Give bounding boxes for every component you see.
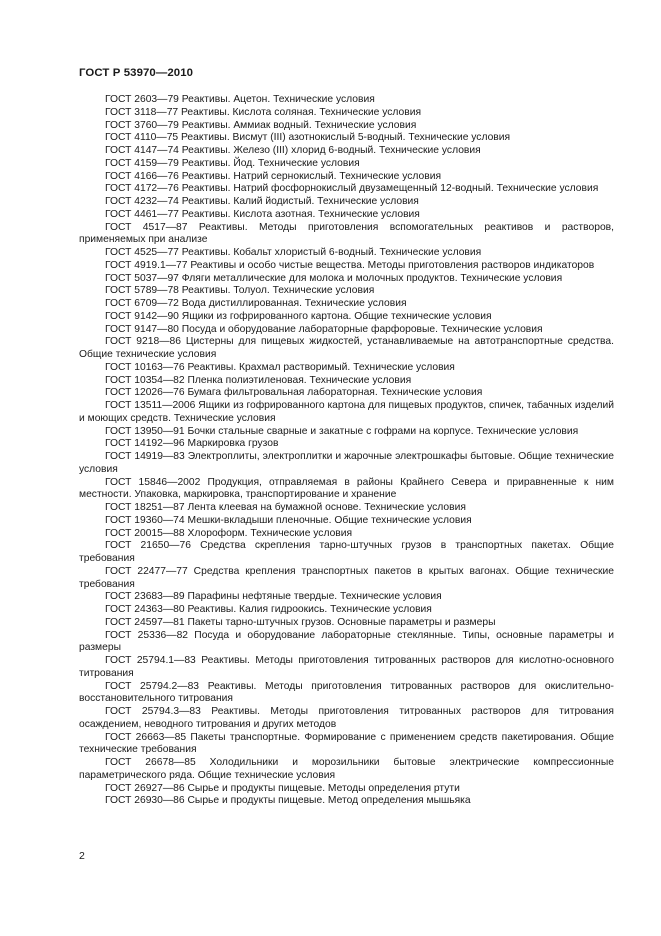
reference-item: ГОСТ 13950—91 Бочки стальные сварные и закатные с гофрами на корпусе. Технические условия — [105, 425, 579, 437]
normative-references-list — [79, 94, 614, 808]
reference-item: ГОСТ 10354—82 Пленка полиэтиленовая. Технические условия — [105, 374, 412, 386]
reference-item: ГОСТ 4919.1—77 Реактивы и особо чистые вещества. Методы приготовления растворов индикаторов — [105, 259, 595, 271]
reference-item: ГОСТ 23683—89 Парафины нефтяные твердые. Технические условия — [105, 591, 442, 603]
reference-item: ГОСТ 20015—88 Хлороформ. Технические условия — [105, 527, 353, 539]
reference-item: ГОСТ 22477—77 Средства крепления транспортных пакетов в крытых вагонах. Общие технические требования — [79, 565, 614, 590]
reference-item: ГОСТ 25336—82 Посуда и оборудование лабораторные стеклянные. Типы, основные параметры и размеры — [79, 629, 614, 654]
reference-item: ГОСТ 21650—76 Средства скрепления тарно-штучных грузов в транспортных пакетах. Общие требования — [79, 540, 614, 564]
reference-item: ГОСТ 26663—85 Пакеты транспортные. Формирование с применением средств пакетирования. Общие технические требования — [79, 731, 614, 756]
reference-item: ГОСТ 25794.3—83 Реактивы. Методы приготовления титрованных растворов для титрования осаждением, неводного титрования и других методов — [79, 706, 614, 730]
reference-item: ГОСТ 24597—81 Пакеты тарно-штучных грузов. Основные параметры и размеры — [105, 616, 496, 628]
reference-item: ГОСТ 24363—80 Реактивы. Калия гидроокись. Технические условия — [105, 604, 432, 615]
reference-item: ГОСТ 18251—87 Лента клеевая на бумажной основе. Технические условия — [105, 502, 466, 513]
reference-item: ГОСТ 26927—86 Сырье и продукты пищевые. Методы определения ртути — [105, 782, 460, 794]
reference-item: ГОСТ 5037—97 Фляги металлические для молока и молочных продуктов. Технические условия — [105, 272, 563, 284]
reference-item: ГОСТ 4525—77 Реактивы. Кобальт хлористый 6-водный. Технические условия — [105, 247, 482, 258]
reference-item: ГОСТ 4110—75 Реактивы. Висмут (III) азотнокислый 5-водный. Технические условия — [105, 132, 511, 144]
reference-item: ГОСТ 3118—77 Реактивы. Кислота соляная. Технические условия — [105, 106, 422, 118]
reference-item: ГОСТ 25794.2—83 Реактивы. Методы приготовления титрованных растворов для окислительно-восстановительного титрования — [79, 680, 614, 705]
reference-item: ГОСТ 5789—78 Реактивы. Толуол. Технические условия — [105, 285, 375, 297]
reference-item: ГОСТ 9218—86 Цистерны для пищевых жидкостей, устанавливаемые на автотранспортные средства. Общие технические условия — [79, 336, 614, 360]
reference-item: ГОСТ 6709—72 Вода дистиллированная. Технические условия — [105, 298, 407, 309]
reference-item: ГОСТ 10163—76 Реактивы. Крахмал растворимый. Технические условия — [105, 361, 455, 373]
reference-item: ГОСТ 13511—2006 Ящики из гофрированного картона для пищевых продуктов, спичек, табачных изделий и моющих средств. Технические условия — [79, 400, 614, 424]
document-header: ГОСТ Р 53970—2010 — [79, 67, 194, 79]
page-number: 2 — [79, 850, 85, 862]
reference-item: ГОСТ 12026—76 Бумага фильтровальная лабораторная. Технические условия — [105, 387, 483, 399]
reference-item: ГОСТ 14919—83 Электроплиты, электроплитки и жарочные электрошкафы бытовые. Общие технические условия — [79, 451, 614, 475]
reference-item: ГОСТ 25794.1—83 Реактивы. Методы приготовления титрованных растворов для кислотно-основного титрования — [79, 655, 614, 679]
reference-item: ГОСТ 4517—87 Реактивы. Методы приготовления вспомогательных реактивов и растворов, применяемых при анализе — [79, 221, 614, 246]
reference-item: ГОСТ 3760—79 Реактивы. Аммиак водный. Технические условия — [105, 119, 417, 131]
reference-item: ГОСТ 4166—76 Реактивы. Натрий сернокислый. Технические условия — [105, 170, 442, 182]
reference-item: ГОСТ 14192—96 Маркировка грузов — [105, 438, 279, 450]
reference-item: ГОСТ 2603—79 Реактивы. Ацетон. Технические условия — [105, 94, 375, 105]
reference-item: ГОСТ 4147—74 Реактивы. Железо (III) хлорид 6-водный. Технические условия — [105, 145, 481, 156]
reference-item: ГОСТ 4172—76 Реактивы. Натрий фосфорнокислый двузамещенный 12-водный. Технические условия — [105, 183, 599, 195]
reference-item: ГОСТ 26930—86 Сырье и продукты пищевые. Метод определения мышьяка — [105, 795, 471, 807]
reference-item: ГОСТ 4461—77 Реактивы. Кислота азотная. Технические условия — [105, 208, 420, 220]
reference-item: ГОСТ 4159—79 Реактивы. Йод. Технические условия — [105, 157, 360, 169]
reference-item: ГОСТ 26678—85 Холодильники и морозильники бытовые электрические компрессионные параметрического ряда. Общие технические условия — [79, 757, 614, 781]
reference-item: ГОСТ 9142—90 Ящики из гофрированного картона. Общие технические условия — [105, 310, 492, 322]
reference-item: ГОСТ 19360—74 Мешки-вкладыши пленочные. Общие технические условия — [105, 514, 472, 526]
reference-item: ГОСТ 4232—74 Реактивы. Калий йодистый. Технические условия — [105, 196, 419, 207]
reference-item: ГОСТ 15846—2002 Продукция, отправляемая в районы Крайнего Севера и приравненные к ним местности. Упаковка, маркировка, транспортирование и хранение — [79, 476, 614, 501]
reference-item: ГОСТ 9147—80 Посуда и оборудование лабораторные фарфоровые. Технические условия — [105, 323, 543, 335]
